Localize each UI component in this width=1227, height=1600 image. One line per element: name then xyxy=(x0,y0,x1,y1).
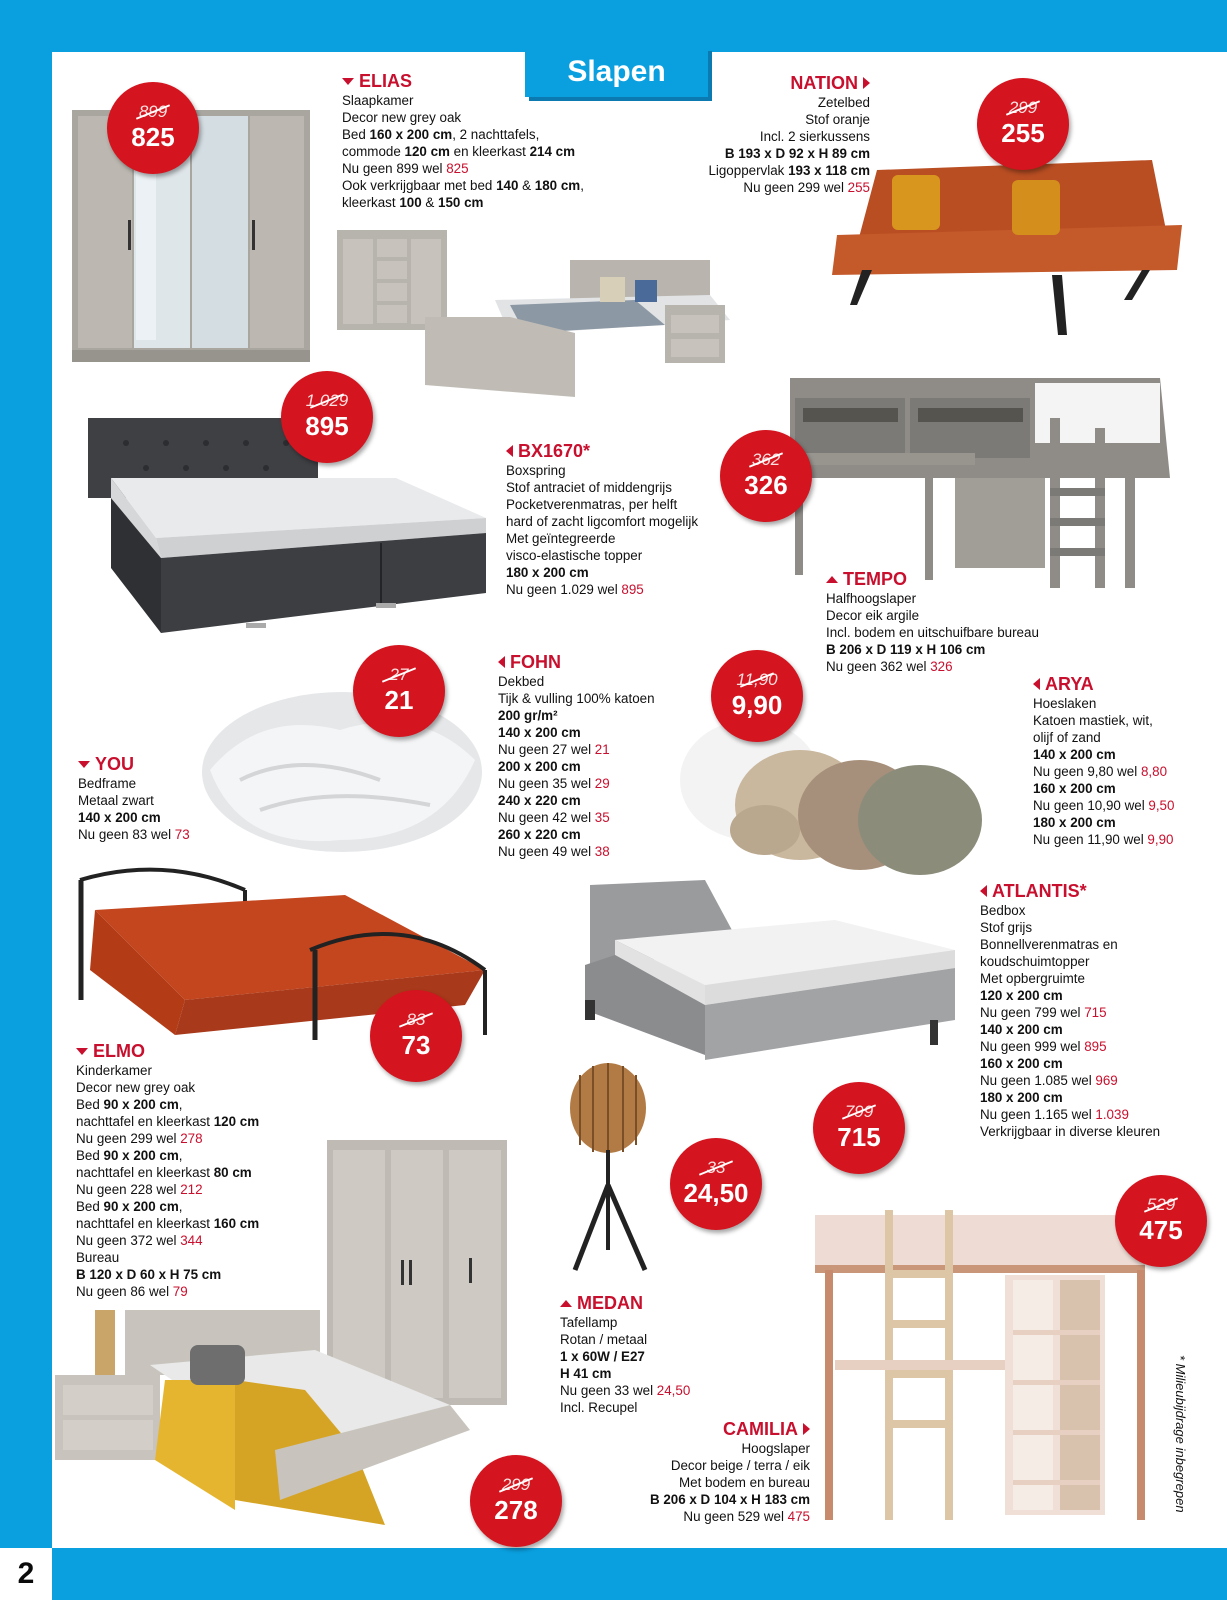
old-price: 299 xyxy=(470,1475,562,1495)
size-line: 260 x 220 cm xyxy=(498,827,581,842)
product-name: ARYA xyxy=(1033,673,1208,695)
desc-line: Stof oranje xyxy=(805,112,870,127)
caret-up-icon xyxy=(826,576,838,583)
new-price: 326 xyxy=(744,470,788,500)
weight-line: 200 gr/m² xyxy=(498,708,558,723)
medan-tafellamp-image xyxy=(545,1060,675,1275)
price-badge-fohn xyxy=(353,645,445,737)
price-line: Nu geen 299 wel 278 xyxy=(76,1131,203,1146)
caret-right-icon xyxy=(803,1423,810,1435)
product-bx1670 xyxy=(506,440,736,598)
price-line: Nu geen 529 wel 475 xyxy=(683,1509,810,1524)
new-price: 715 xyxy=(837,1122,881,1152)
price-badge-nation xyxy=(977,78,1069,170)
desc-line: Bureau xyxy=(76,1250,120,1265)
desc-line: Incl. 2 sierkussens xyxy=(759,129,870,144)
price-badge-elias xyxy=(107,82,199,174)
desc-line: Bedframe xyxy=(78,776,137,791)
size-line: 200 x 200 cm xyxy=(498,759,581,774)
product-medan xyxy=(560,1292,730,1416)
product-you xyxy=(78,753,228,843)
price-line: Nu geen 999 wel 895 xyxy=(980,1039,1107,1054)
footnote: * Milieubijdrage inbegrepen xyxy=(1173,1355,1188,1513)
desc-line: Pocketverenmatras, per helft xyxy=(506,497,678,512)
desc-line: nachttafel en kleerkast 80 cm xyxy=(76,1165,252,1180)
desc-line: Bed 160 x 200 cm, 2 nachttafels, xyxy=(342,127,540,142)
size-line: 120 x 200 cm xyxy=(980,988,1063,1003)
product-elmo xyxy=(76,1040,316,1300)
spec-line: H 41 cm xyxy=(560,1366,612,1381)
price-line: Nu geen 86 wel 79 xyxy=(76,1284,188,1299)
desc-line: Bonnellverenmatras en xyxy=(980,937,1118,952)
price-badge-bx1670 xyxy=(281,371,373,463)
size-line: 140 x 200 cm xyxy=(78,810,161,825)
desc-line: Bed 90 x 200 cm, xyxy=(76,1148,183,1163)
price-line: Nu geen 35 wel 29 xyxy=(498,776,610,791)
product-name: YOU xyxy=(78,753,228,775)
product-name: NATION xyxy=(640,72,870,94)
old-price: 1.029 xyxy=(281,391,373,411)
size-line: B 206 x D 119 x H 106 cm xyxy=(826,642,986,657)
bx1670-boxspring-image xyxy=(86,418,496,648)
desc-line: kleerkast 100 & 150 cm xyxy=(342,195,484,210)
caret-left-icon xyxy=(980,885,987,897)
desc-line: Decor new grey oak xyxy=(342,110,462,125)
caret-left-icon xyxy=(498,656,505,668)
spec-line: 1 x 60W / E27 xyxy=(560,1349,645,1364)
desc-line: Zetelbed xyxy=(817,95,870,110)
product-name: MEDAN xyxy=(560,1292,730,1314)
price-badge-elmo xyxy=(470,1455,562,1547)
desc-line: Ook verkrijgbaar met bed 140 & 180 cm, xyxy=(342,178,584,193)
price-line: Nu geen 10,90 wel 9,50 xyxy=(1033,798,1175,813)
desc-line: Decor new grey oak xyxy=(76,1080,196,1095)
product-atlantis xyxy=(980,880,1200,1140)
camilia-hoogslaper-image xyxy=(815,1210,1175,1520)
old-price: 299 xyxy=(977,98,1069,118)
price-line: Nu geen 9,80 wel 8,80 xyxy=(1033,764,1168,779)
desc-line: Tafellamp xyxy=(560,1315,618,1330)
size-line: 140 x 200 cm xyxy=(1033,747,1116,762)
desc-line: Metaal zwart xyxy=(78,793,154,808)
product-name: CAMILIA xyxy=(600,1418,810,1440)
desc-line: Met geïntegreerde xyxy=(506,531,616,546)
price-line: Nu geen 799 wel 715 xyxy=(980,1005,1107,1020)
caret-down-icon xyxy=(76,1048,88,1055)
desc-line: Boxspring xyxy=(506,463,566,478)
price-line: Nu geen 11,90 wel 9,90 xyxy=(1033,832,1174,847)
caret-down-icon xyxy=(78,761,90,768)
price-line: Nu geen 362 wel 326 xyxy=(826,659,953,674)
desc-line: Slaapkamer xyxy=(342,93,414,108)
price-badge-atlantis xyxy=(813,1082,905,1174)
desc-line: olijf of zand xyxy=(1033,730,1101,745)
caret-up-icon xyxy=(560,1300,572,1307)
caret-right-icon xyxy=(863,77,870,89)
desc-line: commode 120 cm en kleerkast 214 cm xyxy=(342,144,575,159)
desc-line: Kinderkamer xyxy=(76,1063,152,1078)
size-line: 180 x 200 cm xyxy=(1033,815,1116,830)
price-line: Nu geen 299 wel 255 xyxy=(743,180,870,195)
new-price: 21 xyxy=(384,685,414,715)
size-line: 240 x 220 cm xyxy=(498,793,581,808)
size-line: 180 x 200 cm xyxy=(506,565,589,580)
product-name: TEMPO xyxy=(826,568,1086,590)
price-badge-arya xyxy=(711,650,803,742)
desc-line: Hoogslaper xyxy=(741,1441,810,1456)
size-line: 160 x 200 cm xyxy=(1033,781,1116,796)
price-badge-tempo xyxy=(720,430,812,522)
page-number: 2 xyxy=(0,1548,52,1600)
elias-bedroom-set-image xyxy=(335,225,745,397)
new-price: 24,50 xyxy=(683,1178,749,1208)
price-line: Nu geen 372 wel 344 xyxy=(76,1233,203,1248)
old-price: 33 xyxy=(670,1158,762,1178)
desc-line: visco-elastische topper xyxy=(506,548,643,563)
old-price: 27 xyxy=(353,665,445,685)
product-tempo xyxy=(826,568,1086,675)
desc-line: hard of zacht ligcomfort mogelijk xyxy=(506,514,699,529)
desc-line: nachttafel en kleerkast 120 cm xyxy=(76,1114,260,1129)
tempo-halfhoogslaper-image xyxy=(785,368,1185,593)
desc-line: nachttafel en kleerkast 160 cm xyxy=(76,1216,260,1231)
product-name: ELIAS xyxy=(342,70,632,92)
desc-line: Ligoppervlak 193 x 118 cm xyxy=(708,163,870,178)
price-line: Nu geen 33 wel 24,50 xyxy=(560,1383,691,1398)
price-line: Nu geen 1.085 wel 969 xyxy=(980,1073,1118,1088)
old-price: 899 xyxy=(107,102,199,122)
old-price: 529 xyxy=(1115,1195,1207,1215)
product-name: ELMO xyxy=(76,1040,316,1062)
desc-line: Dekbed xyxy=(498,674,545,689)
new-price: 9,90 xyxy=(731,690,783,720)
old-price: 799 xyxy=(813,1102,905,1122)
desc-line: Decor beige / terra / eik xyxy=(670,1458,810,1473)
desc-line: Halfhoogslaper xyxy=(826,591,917,606)
product-fohn xyxy=(498,651,698,860)
old-price: 11,90 xyxy=(711,670,803,690)
price-badge-camilia xyxy=(1115,1175,1207,1267)
desc-line: Bed 90 x 200 cm, xyxy=(76,1097,183,1112)
new-price: 475 xyxy=(1139,1215,1183,1245)
bottom-bar xyxy=(0,1548,1227,1600)
desc-line: Katoen mastiek, wit, xyxy=(1033,713,1153,728)
size-line: 160 x 200 cm xyxy=(980,1056,1063,1071)
size-line: B 193 x D 92 x H 89 cm xyxy=(724,146,870,161)
desc-line: Tijk & vulling 100% katoen xyxy=(498,691,655,706)
size-line: 140 x 200 cm xyxy=(980,1022,1063,1037)
elmo-kinderbed-image xyxy=(55,1310,475,1530)
new-price: 895 xyxy=(305,411,349,441)
product-arya xyxy=(1033,673,1208,848)
product-nation xyxy=(640,72,870,196)
size-line: B 120 x D 60 x H 75 cm xyxy=(76,1267,222,1282)
price-badge-medan xyxy=(670,1138,762,1230)
product-elias xyxy=(342,70,632,211)
page-title: Slapen xyxy=(525,47,708,97)
desc-line: Hoeslaken xyxy=(1033,696,1097,711)
desc-line: Met opbergruimte xyxy=(980,971,1085,986)
desc-line: Bedbox xyxy=(980,903,1026,918)
price-badge-you xyxy=(370,990,462,1082)
new-price: 73 xyxy=(401,1030,431,1060)
nation-sofa-image xyxy=(822,140,1197,340)
desc-line: Stof grijs xyxy=(980,920,1033,935)
new-price: 278 xyxy=(494,1495,538,1525)
desc-line: Met bodem en bureau xyxy=(678,1475,810,1490)
old-price: 83 xyxy=(370,1010,462,1030)
price-line: Nu geen 899 wel 825 xyxy=(342,161,469,176)
caret-left-icon xyxy=(1033,678,1040,690)
new-price: 255 xyxy=(1001,118,1045,148)
desc-line: Decor eik argile xyxy=(826,608,920,623)
caret-left-icon xyxy=(506,445,513,457)
size-line: 180 x 200 cm xyxy=(980,1090,1063,1105)
price-line: Nu geen 27 wel 21 xyxy=(498,742,610,757)
new-price: 825 xyxy=(131,122,175,152)
desc-line: Bed 90 x 200 cm, xyxy=(76,1199,183,1214)
price-line: Nu geen 49 wel 38 xyxy=(498,844,610,859)
size-line: 140 x 200 cm xyxy=(498,725,581,740)
desc-line: Stof antraciet of middengrijs xyxy=(506,480,672,495)
price-line: Nu geen 1.165 wel 1.039 xyxy=(980,1107,1129,1122)
old-price: 362 xyxy=(720,450,812,470)
price-line: Nu geen 83 wel 73 xyxy=(78,827,190,842)
desc-line: Rotan / metaal xyxy=(560,1332,648,1347)
desc-line: Incl. bodem en uitschuifbare bureau xyxy=(826,625,1039,640)
price-line: Nu geen 42 wel 35 xyxy=(498,810,610,825)
caret-down-icon xyxy=(342,78,354,85)
product-name: FOHN xyxy=(498,651,698,673)
price-line: Nu geen 228 wel 212 xyxy=(76,1182,203,1197)
desc-line: Verkrijgbaar in diverse kleuren xyxy=(980,1124,1161,1139)
desc-line: koudschuimtopper xyxy=(980,954,1090,969)
desc-line: Incl. Recupel xyxy=(560,1400,638,1415)
product-name: ATLANTIS* xyxy=(980,880,1200,902)
size-line: B 206 x D 104 x H 183 cm xyxy=(649,1492,810,1507)
price-line: Nu geen 1.029 wel 895 xyxy=(506,582,644,597)
product-name: BX1670* xyxy=(506,440,736,462)
product-camilia xyxy=(600,1418,810,1525)
